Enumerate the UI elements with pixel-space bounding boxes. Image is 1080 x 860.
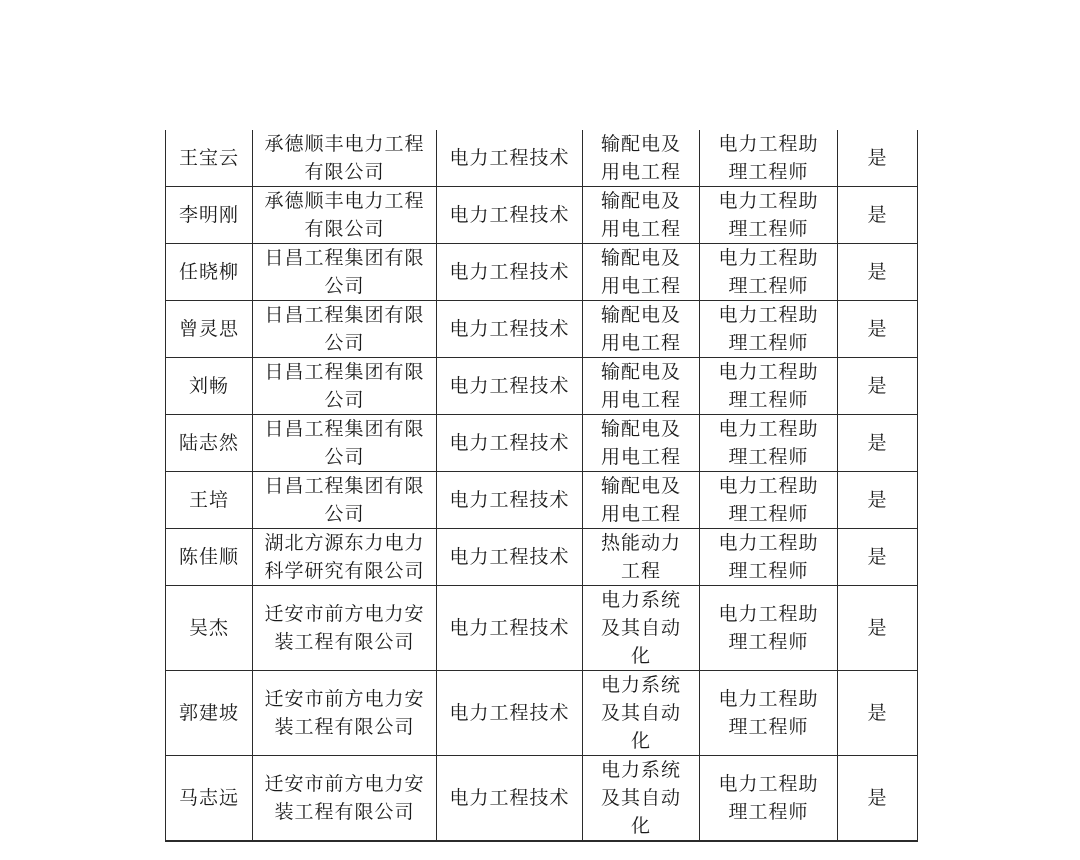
qualified-cell (838, 187, 918, 244)
person-name-cell (166, 529, 253, 586)
title-cell (700, 130, 838, 187)
specialty-cell-line: 用电工程 (600, 446, 681, 468)
company-cell (253, 586, 437, 671)
person-name-cell (166, 358, 253, 415)
title-cell-line: 理工程师 (728, 161, 809, 183)
company-cell-line: 迁安市前方电力安 (264, 688, 425, 710)
person-name-cell-text: 王宝云 (178, 147, 239, 169)
table-row (166, 415, 918, 472)
major-cell-text: 电力工程技术 (449, 787, 570, 809)
qualified-cell-text: 是 (867, 147, 888, 169)
major-cell (437, 130, 583, 187)
company-cell-line: 公司 (324, 275, 365, 297)
qualified-cell-text: 是 (867, 617, 888, 639)
personnel-table-body (166, 130, 918, 841)
title-cell-line: 理工程师 (728, 503, 809, 525)
qualified-cell-text: 是 (867, 432, 888, 454)
major-cell (437, 415, 583, 472)
company-cell-line: 科学研究有限公司 (264, 560, 425, 582)
qualified-cell-text: 是 (867, 204, 888, 226)
personnel-table (165, 130, 918, 842)
specialty-cell-line: 化 (630, 815, 651, 837)
specialty-cell-line: 输配电及 (600, 133, 681, 155)
major-cell-text: 电力工程技术 (449, 489, 570, 511)
specialty-cell-line: 化 (630, 730, 651, 752)
title-cell-line: 理工程师 (728, 218, 809, 240)
title-cell-line: 理工程师 (728, 275, 809, 297)
qualified-cell (838, 529, 918, 586)
major-cell-text: 电力工程技术 (449, 617, 570, 639)
specialty-cell (583, 472, 700, 529)
specialty-cell (583, 187, 700, 244)
company-cell (253, 187, 437, 244)
company-cell-line: 公司 (324, 503, 365, 525)
person-name-cell-text: 陈佳顺 (178, 546, 239, 568)
person-name-cell (166, 130, 253, 187)
person-name-cell (166, 301, 253, 358)
company-cell-line: 迁安市前方电力安 (264, 603, 425, 625)
title-cell-line: 电力工程助 (718, 475, 819, 497)
title-cell-line: 电力工程助 (718, 418, 819, 440)
qualified-cell (838, 472, 918, 529)
person-name-cell-text: 郭建坡 (178, 702, 239, 724)
specialty-cell-line: 电力系统 (600, 674, 681, 696)
specialty-cell-line: 输配电及 (600, 475, 681, 497)
major-cell (437, 671, 583, 756)
specialty-cell (583, 586, 700, 671)
title-cell (700, 529, 838, 586)
person-name-cell-text: 李明刚 (178, 204, 239, 226)
title-cell (700, 671, 838, 756)
company-cell-line: 公司 (324, 389, 365, 411)
specialty-cell-line: 用电工程 (600, 332, 681, 354)
qualified-cell-text: 是 (867, 489, 888, 511)
company-cell-line: 有限公司 (304, 161, 385, 183)
company-cell (253, 244, 437, 301)
title-cell (700, 415, 838, 472)
specialty-cell (583, 358, 700, 415)
qualified-cell-text: 是 (867, 546, 888, 568)
specialty-cell (583, 301, 700, 358)
major-cell-text: 电力工程技术 (449, 546, 570, 568)
qualified-cell (838, 358, 918, 415)
major-cell (437, 358, 583, 415)
specialty-cell-line: 输配电及 (600, 361, 681, 383)
specialty-cell-line: 用电工程 (600, 503, 681, 525)
title-cell (700, 187, 838, 244)
specialty-cell-line: 及其自动 (600, 702, 681, 724)
major-cell-text: 电力工程技术 (449, 147, 570, 169)
company-cell-line: 公司 (324, 332, 365, 354)
major-cell (437, 529, 583, 586)
title-cell-line: 理工程师 (728, 560, 809, 582)
person-name-cell (166, 187, 253, 244)
person-name-cell (166, 756, 253, 842)
company-cell (253, 472, 437, 529)
title-cell-line: 电力工程助 (718, 133, 819, 155)
title-cell-line: 理工程师 (728, 332, 809, 354)
table-row (166, 756, 918, 842)
major-cell-text: 电力工程技术 (449, 204, 570, 226)
specialty-cell (583, 671, 700, 756)
qualified-cell (838, 130, 918, 187)
qualified-cell-text: 是 (867, 318, 888, 340)
title-cell (700, 756, 838, 842)
major-cell (437, 301, 583, 358)
specialty-cell-line: 电力系统 (600, 589, 681, 611)
specialty-cell-line: 用电工程 (600, 161, 681, 183)
title-cell (700, 301, 838, 358)
table-row (166, 529, 918, 586)
person-name-cell (166, 671, 253, 756)
title-cell (700, 358, 838, 415)
specialty-cell-line: 输配电及 (600, 190, 681, 212)
specialty-cell-line: 及其自动 (600, 787, 681, 809)
title-cell-line: 电力工程助 (718, 304, 819, 326)
qualified-cell (838, 301, 918, 358)
table-row (166, 358, 918, 415)
person-name-cell-text: 刘畅 (188, 375, 229, 397)
person-name-cell (166, 472, 253, 529)
qualified-cell (838, 586, 918, 671)
major-cell-text: 电力工程技术 (449, 318, 570, 340)
specialty-cell-line: 热能动力 (600, 532, 681, 554)
table-row (166, 130, 918, 187)
major-cell (437, 756, 583, 842)
title-cell-line: 电力工程助 (718, 190, 819, 212)
person-name-cell (166, 244, 253, 301)
specialty-cell (583, 130, 700, 187)
title-cell-line: 电力工程助 (718, 532, 819, 554)
specialty-cell-line: 用电工程 (600, 275, 681, 297)
table-row (166, 586, 918, 671)
major-cell-text: 电力工程技术 (449, 432, 570, 454)
table-row (166, 244, 918, 301)
major-cell (437, 244, 583, 301)
person-name-cell-text: 任晓柳 (178, 261, 239, 283)
qualified-cell (838, 244, 918, 301)
title-cell-line: 理工程师 (728, 446, 809, 468)
major-cell (437, 187, 583, 244)
specialty-cell-line: 电力系统 (600, 759, 681, 781)
qualified-cell-text: 是 (867, 787, 888, 809)
company-cell-line: 日昌工程集团有限 (264, 247, 425, 269)
company-cell-line: 有限公司 (304, 218, 385, 240)
title-cell-line: 电力工程助 (718, 603, 819, 625)
table-row (166, 187, 918, 244)
company-cell (253, 130, 437, 187)
qualified-cell (838, 671, 918, 756)
title-cell (700, 244, 838, 301)
specialty-cell-line: 输配电及 (600, 418, 681, 440)
company-cell-line: 日昌工程集团有限 (264, 418, 425, 440)
major-cell (437, 472, 583, 529)
title-cell-line: 理工程师 (728, 389, 809, 411)
table-row (166, 472, 918, 529)
company-cell-line: 日昌工程集团有限 (264, 304, 425, 326)
qualified-cell-text: 是 (867, 375, 888, 397)
title-cell (700, 586, 838, 671)
company-cell-line: 日昌工程集团有限 (264, 361, 425, 383)
specialty-cell-line: 及其自动 (600, 617, 681, 639)
company-cell-line: 装工程有限公司 (274, 801, 415, 823)
company-cell-line: 湖北方源东力电力 (264, 532, 425, 554)
title-cell-line: 电力工程助 (718, 688, 819, 710)
qualified-cell (838, 415, 918, 472)
person-name-cell-text: 马志远 (178, 787, 239, 809)
major-cell-text: 电力工程技术 (449, 702, 570, 724)
company-cell (253, 756, 437, 842)
title-cell-line: 电力工程助 (718, 361, 819, 383)
company-cell-line: 公司 (324, 446, 365, 468)
table-row (166, 301, 918, 358)
major-cell (437, 586, 583, 671)
qualified-cell (838, 756, 918, 842)
major-cell-text: 电力工程技术 (449, 261, 570, 283)
specialty-cell (583, 529, 700, 586)
specialty-cell-line: 用电工程 (600, 389, 681, 411)
major-cell-text: 电力工程技术 (449, 375, 570, 397)
specialty-cell-line: 用电工程 (600, 218, 681, 240)
qualified-cell-text: 是 (867, 261, 888, 283)
person-name-cell-text: 陆志然 (178, 432, 239, 454)
person-name-cell-text: 吴杰 (188, 617, 229, 639)
person-name-cell (166, 586, 253, 671)
specialty-cell-line: 输配电及 (600, 304, 681, 326)
company-cell-line: 承德顺丰电力工程 (264, 133, 425, 155)
title-cell-line: 理工程师 (728, 716, 809, 738)
specialty-cell (583, 415, 700, 472)
company-cell (253, 671, 437, 756)
specialty-cell (583, 244, 700, 301)
company-cell-line: 装工程有限公司 (274, 631, 415, 653)
title-cell-line: 电力工程助 (718, 247, 819, 269)
specialty-cell-line: 工程 (620, 560, 661, 582)
table-row (166, 671, 918, 756)
company-cell (253, 301, 437, 358)
title-cell-line: 理工程师 (728, 801, 809, 823)
specialty-cell (583, 756, 700, 842)
person-name-cell-text: 曾灵思 (178, 318, 239, 340)
specialty-cell-line: 化 (630, 645, 651, 667)
title-cell-line: 理工程师 (728, 631, 809, 653)
qualified-cell-text: 是 (867, 702, 888, 724)
company-cell-line: 承德顺丰电力工程 (264, 190, 425, 212)
person-name-cell-text: 王培 (188, 489, 229, 511)
company-cell (253, 529, 437, 586)
title-cell-line: 电力工程助 (718, 773, 819, 795)
company-cell-line: 日昌工程集团有限 (264, 475, 425, 497)
company-cell (253, 415, 437, 472)
specialty-cell-line: 输配电及 (600, 247, 681, 269)
title-cell (700, 472, 838, 529)
person-name-cell (166, 415, 253, 472)
company-cell-line: 装工程有限公司 (274, 716, 415, 738)
company-cell-line: 迁安市前方电力安 (264, 773, 425, 795)
company-cell (253, 358, 437, 415)
